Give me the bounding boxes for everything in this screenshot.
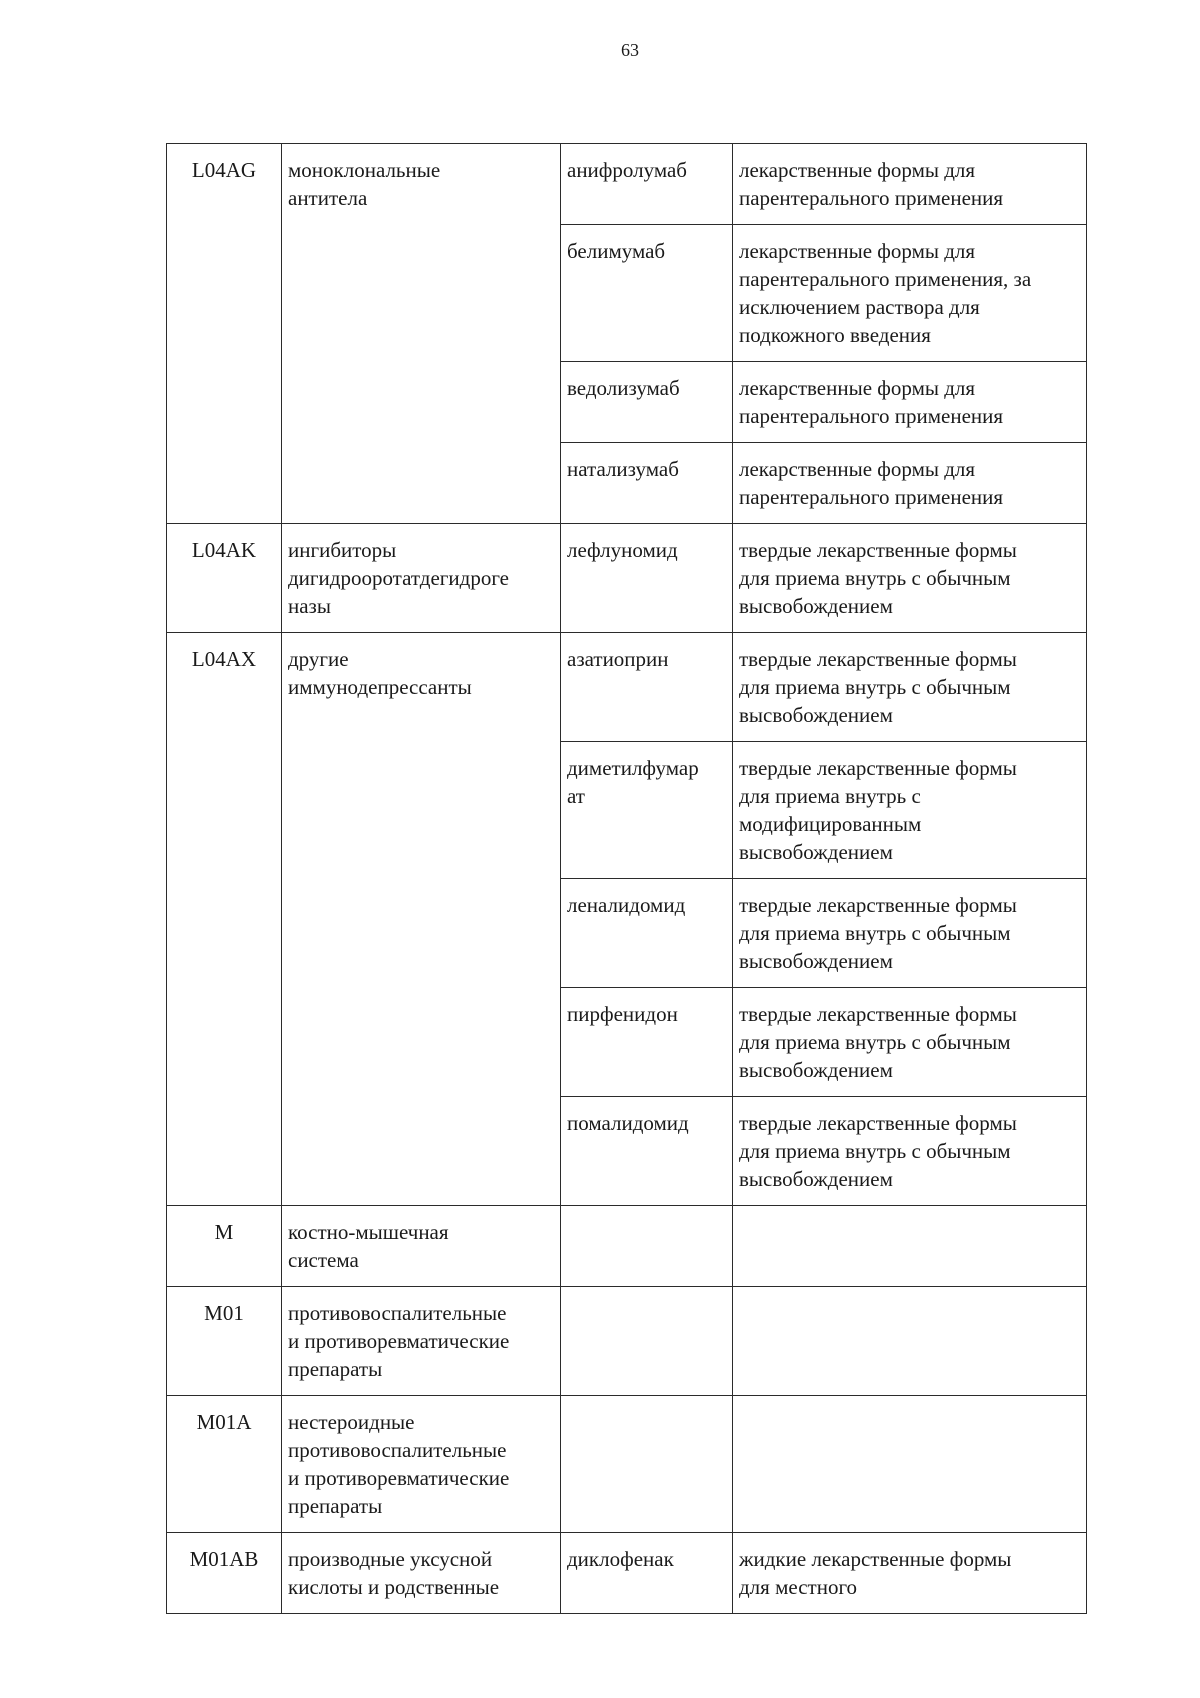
dosage-form: жидкие лекарственные формы для местного: [739, 1547, 1012, 1599]
dosage-form: твердые лекарственные формы для приема внутрь с модифицированным высвобождением: [739, 756, 1017, 864]
page-number: 63: [621, 40, 639, 60]
group-name: ингибиторы дигидрооротатдегидроге назы: [288, 538, 509, 618]
drug-name: помалидомид: [567, 1111, 689, 1135]
drug-name-cell: [561, 443, 733, 524]
dosage-form: твердые лекарственные формы для приема внутрь с обычным высвобождением: [739, 1111, 1017, 1191]
drug-name: натализумаб: [567, 457, 679, 481]
dosage-form: лекарственные формы для парентерального применения: [739, 158, 1004, 210]
drug-name: белимумаб: [567, 239, 666, 263]
drug-name-cell: [561, 1097, 733, 1206]
group-name-cell: [282, 1287, 561, 1396]
dosage-form-cell: [733, 1206, 1087, 1287]
table-row: [167, 524, 1087, 633]
dosage-form-cell: [733, 988, 1087, 1097]
dosage-form: лекарственные формы для парентерального применения: [739, 457, 1004, 509]
group-name-cell: [282, 1533, 561, 1614]
atc-code-cell: [167, 1533, 282, 1614]
group-name: другие иммунодепрессанты: [288, 647, 472, 699]
table-row: [167, 1396, 1087, 1533]
atc-code: M01: [204, 1301, 244, 1325]
group-name-cell: [282, 1396, 561, 1533]
drug-name-cell: [561, 988, 733, 1097]
atc-code-cell: [167, 524, 282, 633]
table-row: [167, 633, 1087, 742]
table-row: [167, 144, 1087, 225]
drug-name-cell: [561, 1533, 733, 1614]
drug-name: диклофенак: [567, 1547, 674, 1571]
atc-code-cell: [167, 633, 282, 1206]
drug-name-cell: [561, 144, 733, 225]
dosage-form-cell: [733, 144, 1087, 225]
drug-name-cell: [561, 879, 733, 988]
atc-code-cell: [167, 1287, 282, 1396]
dosage-form-cell: [733, 633, 1087, 742]
dosage-form: твердые лекарственные формы для приема внутрь с обычным высвобождением: [739, 1002, 1017, 1082]
group-name-cell: [282, 633, 561, 1206]
group-name: нестероидные противовоспалительные и противоревматические препараты: [288, 1410, 510, 1518]
drug-name: пирфенидон: [567, 1002, 678, 1026]
dosage-form: твердые лекарственные формы для приема внутрь с обычным высвобождением: [739, 647, 1017, 727]
dosage-form-cell: [733, 1396, 1087, 1533]
group-name: производные уксусной кислоты и родственные: [288, 1547, 500, 1599]
atc-code: M01A: [196, 1410, 252, 1434]
group-name: моноклональные антитела: [288, 158, 441, 210]
atc-code: M01AB: [189, 1547, 259, 1571]
dosage-form-cell: [733, 742, 1087, 879]
drug-name-cell: [561, 1396, 733, 1533]
drug-name-cell: [561, 225, 733, 362]
drug-name-cell: [561, 1206, 733, 1287]
drug-name: леналидомид: [567, 893, 686, 917]
drug-classification-table: [166, 143, 1087, 1614]
atc-code: L04AG: [191, 158, 257, 182]
dosage-form-cell: [733, 1533, 1087, 1614]
drug-name-cell: [561, 1287, 733, 1396]
group-name: противовоспалительные и противоревматические препараты: [288, 1301, 510, 1381]
dosage-form-cell: [733, 1287, 1087, 1396]
drug-name-cell: [561, 362, 733, 443]
drug-name-cell: [561, 633, 733, 742]
atc-code-cell: [167, 144, 282, 524]
table-row: [167, 1206, 1087, 1287]
drug-name: анифролумаб: [567, 158, 687, 182]
drug-name-cell: [561, 742, 733, 879]
dosage-form-cell: [733, 1097, 1087, 1206]
drug-name: лефлуномид: [567, 538, 678, 562]
table-row: [167, 1533, 1087, 1614]
table-row: [167, 1287, 1087, 1396]
dosage-form-cell: [733, 524, 1087, 633]
atc-code: L04AK: [191, 538, 257, 562]
group-name-cell: [282, 144, 561, 524]
group-name-cell: [282, 524, 561, 633]
atc-code: L04AX: [191, 647, 257, 671]
drug-name: диметилфумар ат: [567, 756, 699, 808]
dosage-form-cell: [733, 225, 1087, 362]
group-name-cell: [282, 1206, 561, 1287]
atc-code-cell: [167, 1396, 282, 1533]
dosage-form: твердые лекарственные формы для приема внутрь с обычным высвобождением: [739, 893, 1017, 973]
dosage-form-cell: [733, 362, 1087, 443]
dosage-form: лекарственные формы для парентерального применения, за исключением раствора для подкожного введения: [739, 239, 1032, 347]
atc-code-cell: [167, 1206, 282, 1287]
drug-name: ведолизумаб: [567, 376, 680, 400]
dosage-form: лекарственные формы для парентерального применения: [739, 376, 1004, 428]
group-name: костно-мышечная система: [288, 1220, 449, 1272]
drug-name-cell: [561, 524, 733, 633]
dosage-form-cell: [733, 879, 1087, 988]
atc-code: M: [214, 1220, 234, 1244]
drug-name: азатиоприн: [567, 647, 669, 671]
dosage-form-cell: [733, 443, 1087, 524]
dosage-form: твердые лекарственные формы для приема внутрь с обычным высвобождением: [739, 538, 1017, 618]
